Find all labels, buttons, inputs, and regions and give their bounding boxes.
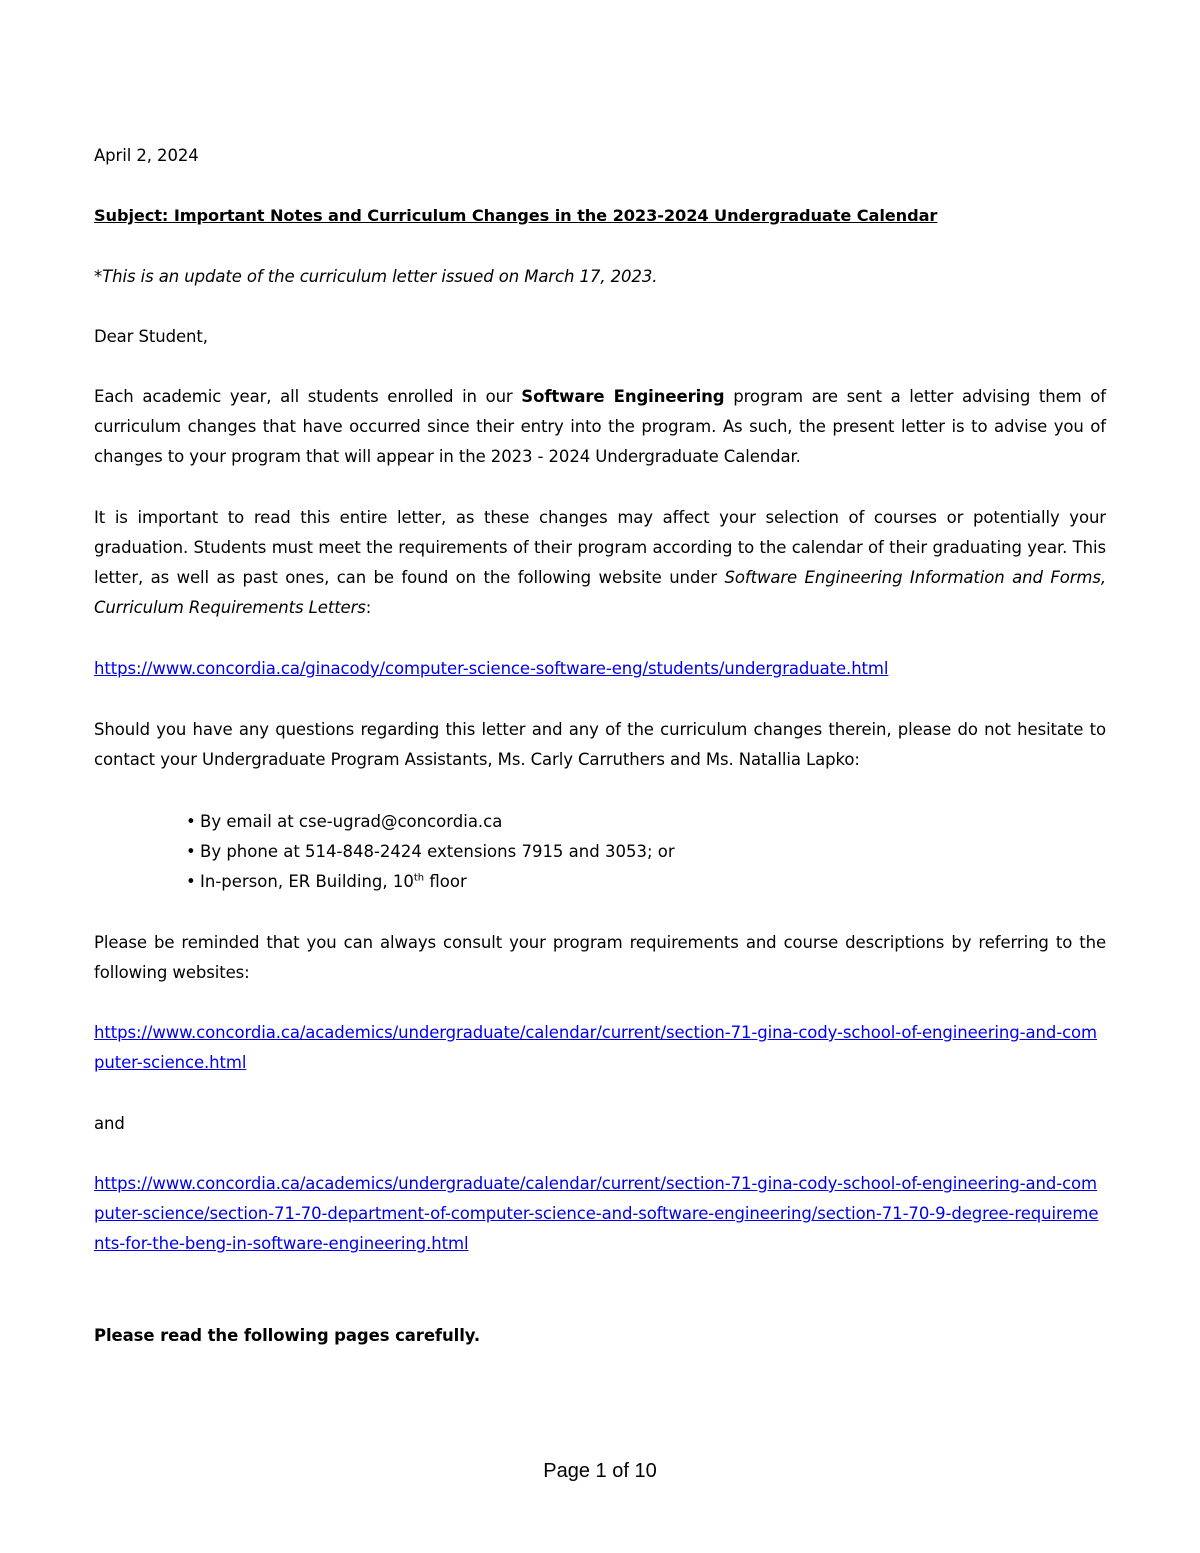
paragraph-intro	[94, 382, 1106, 472]
program-name: Software Engineering	[521, 387, 725, 406]
paragraph-importance-start: It is important to read this entire letter, as these changes may affect your selection of courses or potentially your graduation. Students must meet the requirements of their program according to the calendar of their graduating year. This letter, as well as past ones, can be found on the following website under	[94, 508, 1106, 587]
contact-bullet-list	[186, 807, 675, 897]
paragraph-intro-end: program are sent a letter advising them of curriculum changes that have occurred since their entry into the program. As such, the present letter is to advise you of changes to your program that will appear in the 2023 - 2024 Undergraduate Calendar.	[94, 387, 1107, 466]
update-note: *This is an update of the curriculum letter issued on March 17, 2023.	[94, 267, 658, 286]
paragraph-importance-end: :	[365, 598, 372, 617]
degree-requirements-link[interactable]: https://www.concordia.ca/academics/undergraduate/calendar/current/section-71-gina-cody-school-of-engineering-and-computer-science/section-71-70-department-of-computer-science-and-software-engineering/section-71-70-9-degree-requirements-for-the-beng-in-software-engineering.html	[94, 1174, 1099, 1253]
page-number-footer: Page 1 of 10	[543, 1460, 657, 1482]
undergraduate-page-link[interactable]: https://www.concordia.ca/ginacody/computer-science-software-eng/students/undergraduate.html	[94, 659, 889, 678]
paragraph-contact: Should you have any questions regarding this letter and any of the curriculum changes therein, please do not hesitate to contact your Undergraduate Program Assistants, Ms. Carly Carruthers and Ms. Natallia Lapko:	[94, 720, 1106, 769]
calendar-section-71-link[interactable]: https://www.concordia.ca/academics/undergraduate/calendar/current/section-71-gina-cody-school-of-engineering-and-computer-science.html	[94, 1023, 1098, 1072]
paragraph-importance	[94, 503, 1106, 623]
bullet-icon: •	[186, 872, 196, 891]
calendar-link-block	[94, 1018, 1106, 1078]
contact-phone-item	[186, 837, 675, 867]
contact-phone-text: By phone at 514-848-2424 extensions 7915 and 3053; or	[200, 842, 675, 861]
letter-date: April 2, 2024	[94, 146, 199, 165]
paragraph-intro-start: Each academic year, all students enrolled in our	[94, 387, 522, 406]
contact-inperson-text: In-person, ER Building, 10	[200, 872, 414, 891]
website-section-name: Software Engineering Information and Forms, Curriculum Requirements Letters	[94, 568, 1107, 617]
contact-inperson-item	[186, 867, 675, 897]
closing-note: Please read the following pages carefully.	[94, 1326, 481, 1345]
contact-email-item	[186, 807, 675, 837]
letter-subject: Subject: Important Notes and Curriculum Changes in the 2023-2024 Undergraduate Calendar	[94, 206, 938, 225]
floor-ordinal-suffix: th	[413, 872, 425, 884]
bullet-icon: •	[186, 812, 196, 831]
undergraduate-link-block	[94, 654, 1106, 684]
contact-email-text: By email at cse-ugrad@concordia.ca	[200, 812, 503, 831]
paragraph-reminder: Please be reminded that you can always consult your program requirements and course descriptions by referring to the following websites:	[94, 933, 1106, 982]
and-separator: and	[94, 1114, 125, 1133]
bullet-icon: •	[186, 842, 196, 861]
salutation: Dear Student,	[94, 327, 208, 346]
contact-inperson-floor: floor	[424, 872, 467, 891]
degree-requirements-link-block	[94, 1169, 1106, 1259]
